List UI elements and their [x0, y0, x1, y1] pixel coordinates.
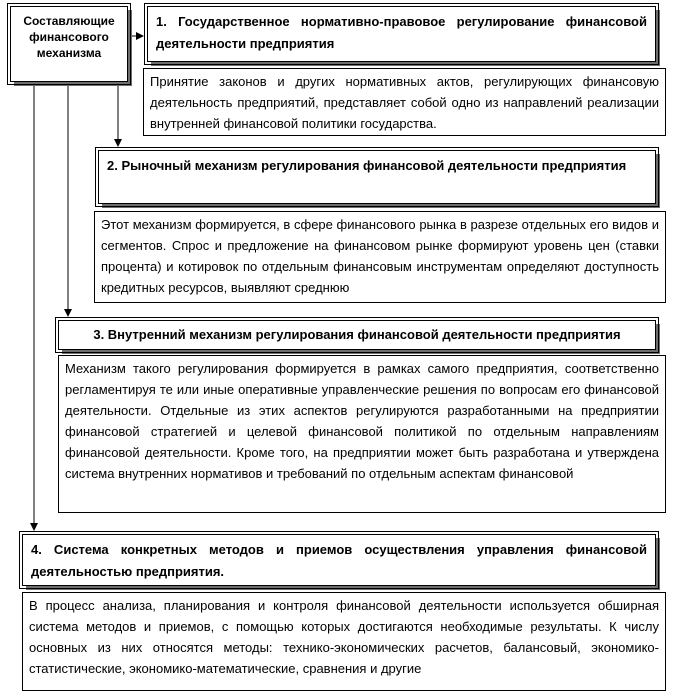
block-1-text: Принятие законов и других нормативных актов, регулирующих финансовую деятельность предприятий, представляет собой одно из направлений реализации внутренней финансовой политики государства.	[150, 74, 659, 131]
block-2-title: 2. Рыночный механизм регулирования финансовой деятельности предприятия	[107, 158, 627, 173]
block-4-text-box	[22, 592, 666, 691]
block-2-title-box	[98, 150, 656, 204]
root-label: Составляющие финансового механизма	[23, 14, 115, 60]
block-2-text: Этот механизм формируется, в сфере финансового рынка в разрезе отдельных его видов и сегментов. Спрос и предложение на финансовом рынке формируют уровень цен (ставки процента) и котировок по отдельным финансовым инструментам определяют доступность кредитных ресурсов, выявляют среднюю	[101, 217, 659, 295]
block-4-title: 4. Система конкретных методов и приемов осуществления управления финансовой деятельностью предприятия.	[31, 542, 647, 579]
block-4-text: В процесс анализа, планирования и контроля финансовой деятельности используется обширная система методов и приемов, с помощью которых достигаются необходимые результаты. К числу основных из них относятся методы: технико-экономических расчетов, балансовый, экономико-статистические, экономико-математические, сравнения и другие	[29, 598, 659, 676]
block-3-text: Механизм такого регулирования формируется в рамках самого предприятия, соответственно регламентируя те или иные оперативные управленческие решения по вопросам его финансовой деятельности. Отдельные из этих аспектов регулируются разработанными на предприятии финансовой стратегией и целевой финансовой политикой по отдельным направлениям финансовой деятельности. Кроме того, на предприятии может быть разработана и утверждена система внутренних нормативов и требований по отдельным аспектам финансовой	[65, 361, 659, 481]
block-1-title-box	[147, 6, 656, 62]
block-3-title-box	[58, 320, 656, 350]
block-4-title-box	[22, 534, 656, 586]
block-1-title: 1. Государственное нормативно-правовое регулирование финансовой деятельности предприятия	[156, 14, 647, 51]
block-1-text-box	[143, 68, 666, 136]
root-node	[10, 6, 128, 82]
block-3-text-box	[58, 355, 666, 513]
block-3-title: 3. Внутренний механизм регулирования финансовой деятельности предприятия	[93, 327, 621, 342]
block-2-text-box	[94, 211, 666, 303]
